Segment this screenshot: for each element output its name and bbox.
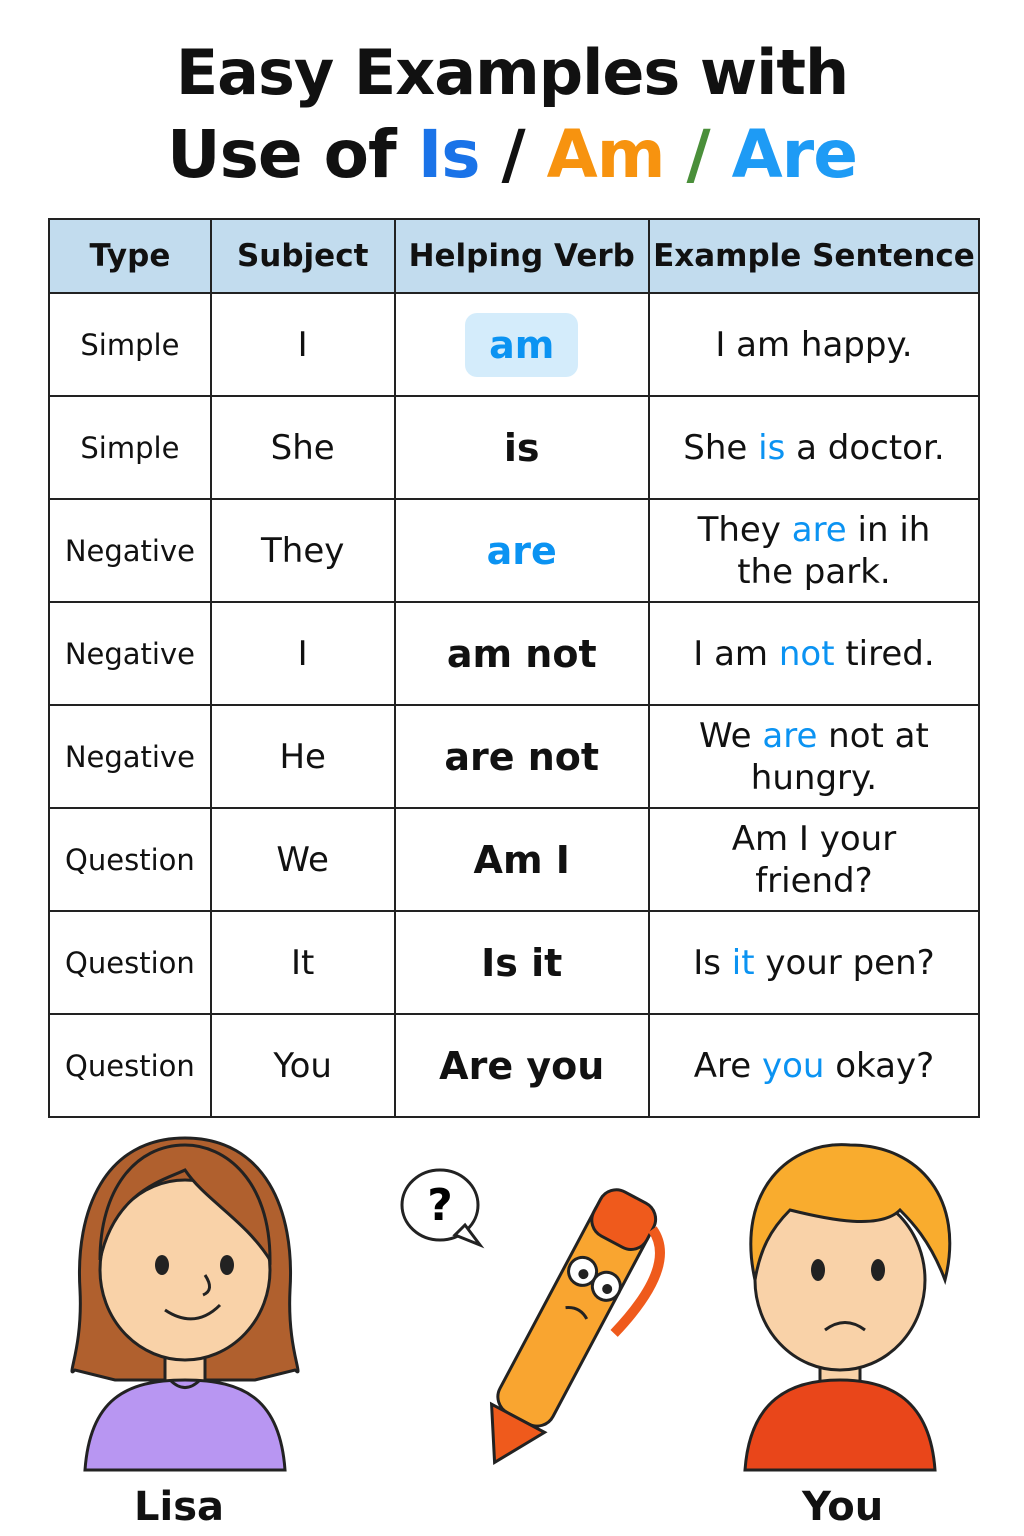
- title-are: Are: [731, 116, 857, 193]
- table-row: [49, 911, 979, 1014]
- example-sentence-cell: [649, 808, 979, 911]
- sentence-text: Is: [693, 942, 732, 983]
- table-row: [49, 396, 979, 499]
- type-cell: Question: [49, 808, 211, 911]
- type-cell: Negative: [49, 602, 211, 705]
- sentence-text: okay?: [824, 1045, 935, 1086]
- speech-bubble-question-mark: ?: [427, 1180, 453, 1231]
- highlighted-word: is: [758, 427, 786, 468]
- example-sentence-cell: [649, 705, 979, 808]
- sentence-text: They: [697, 509, 792, 550]
- title-line-1: Easy Examples with: [175, 36, 849, 109]
- helping-verb: Are you: [439, 1043, 605, 1088]
- subject-cell: We: [211, 808, 395, 911]
- highlighted-word: not: [778, 633, 835, 674]
- sentence-text: Am I your friend?: [731, 818, 907, 901]
- subject-cell: They: [211, 499, 395, 602]
- table-row: [49, 499, 979, 602]
- type-cell: Negative: [49, 499, 211, 602]
- helping-verb: am: [465, 313, 578, 377]
- type-cell: Question: [49, 1014, 211, 1117]
- helping-verb-cell: [395, 1014, 649, 1117]
- example-sentence-cell: [649, 396, 979, 499]
- helping-verb-cell: [395, 911, 649, 1014]
- title-prefix: Use of: [167, 116, 396, 193]
- subject-cell: I: [211, 602, 395, 705]
- highlighted-word: are: [762, 715, 818, 756]
- title-sep: /: [501, 116, 525, 193]
- sentence-text: We: [699, 715, 763, 756]
- type-cell: Question: [49, 911, 211, 1014]
- examples-table: [48, 218, 980, 1118]
- table-row: [49, 602, 979, 705]
- sentence-text: Are: [693, 1045, 762, 1086]
- header-example-sentence: Example Sentence: [649, 219, 979, 293]
- pen-character-illustration: [395, 1160, 665, 1500]
- sentence-text: a doctor.: [785, 427, 945, 468]
- title-line-2: [0, 116, 1024, 193]
- subject-cell: It: [211, 911, 395, 1014]
- helping-verb-cell: [395, 499, 649, 602]
- girl-lisa-illustration: [55, 1130, 315, 1475]
- helping-verb: are not: [444, 734, 600, 779]
- sentence-text: I am happy.: [715, 324, 913, 365]
- sentence-text: in ih the park.: [737, 509, 942, 592]
- helping-verb: Am I: [473, 837, 570, 882]
- table-header-row: [49, 219, 979, 293]
- header-helping-verb: Helping Verb: [395, 219, 649, 293]
- example-sentence-cell: [649, 1014, 979, 1117]
- sentence-text: She: [683, 427, 759, 468]
- helping-verb-cell: [395, 602, 649, 705]
- example-sentence-cell: [649, 911, 979, 1014]
- boy-you-illustration: [730, 1130, 970, 1475]
- helping-verb: is: [503, 425, 540, 470]
- helping-verb: are: [486, 528, 557, 573]
- highlighted-word: it: [731, 942, 755, 983]
- sentence-text: not at hungry.: [750, 715, 940, 798]
- subject-cell: She: [211, 396, 395, 499]
- helping-verb: am not: [446, 631, 597, 676]
- table-row: [49, 1014, 979, 1117]
- subject-cell: I: [211, 293, 395, 396]
- sentence-text: I am: [693, 633, 779, 674]
- example-sentence-cell: [649, 293, 979, 396]
- table-row: [49, 808, 979, 911]
- highlighted-word: are: [791, 509, 847, 550]
- subject-cell: You: [211, 1014, 395, 1117]
- header-subject: Subject: [211, 219, 395, 293]
- type-cell: Simple: [49, 396, 211, 499]
- title-sep: /: [686, 116, 710, 193]
- title-am: Am: [546, 116, 665, 193]
- type-cell: Negative: [49, 705, 211, 808]
- helping-verb: Is it: [481, 940, 563, 985]
- table-row: [49, 705, 979, 808]
- sentence-text: tired.: [834, 633, 935, 674]
- type-cell: Simple: [49, 293, 211, 396]
- highlighted-word: you: [761, 1045, 825, 1086]
- you-label: You: [802, 1484, 884, 1530]
- header-type: Type: [49, 219, 211, 293]
- example-sentence-cell: [649, 499, 979, 602]
- sentence-text: your pen?: [754, 942, 935, 983]
- example-sentence-cell: [649, 602, 979, 705]
- lisa-label: Lisa: [134, 1484, 224, 1530]
- subject-cell: He: [211, 705, 395, 808]
- helping-verb-cell: [395, 705, 649, 808]
- helping-verb-cell: [395, 396, 649, 499]
- helping-verb-cell: [395, 293, 649, 396]
- title-is: Is: [417, 116, 480, 193]
- helping-verb-cell: [395, 808, 649, 911]
- table-row: [49, 293, 979, 396]
